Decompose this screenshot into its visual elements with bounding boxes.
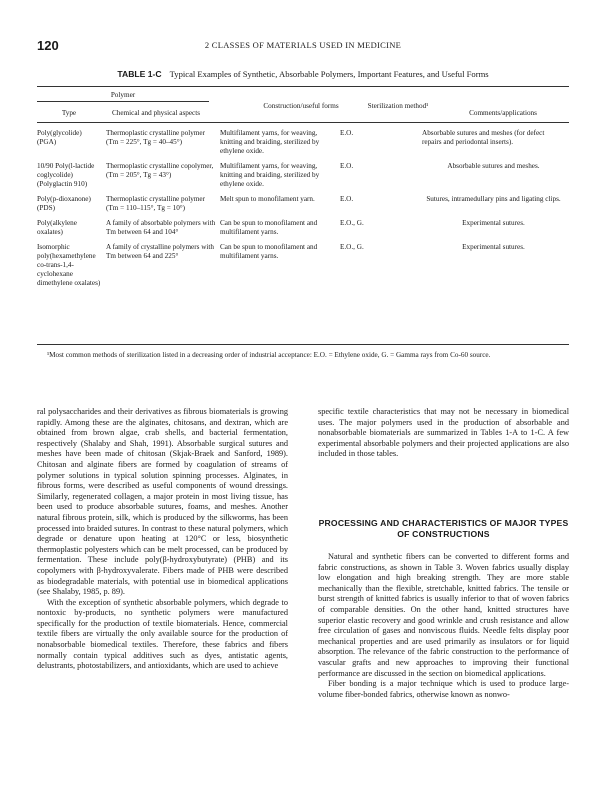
cell-type: Isomorphic poly(hexamethylene co-trans-1,4-cyclohexane dimethylene oxalates) <box>37 243 101 287</box>
header-sterilization: Sterilization method¹ <box>367 102 429 110</box>
header-bottom-rule <box>37 122 569 123</box>
cell-construction: Can be spun to monofilament and multifilament yarns. <box>220 243 318 260</box>
cell-construction: Multifilament yarns, for weaving, knitting and braiding, sterilized by ethylene oxide. <box>220 129 320 155</box>
cell-chemical: Thermoplastic crystalline polymer (Tm = 110–115°, Tg = 10°) <box>106 195 205 212</box>
running-title: 2 CLASSES OF MATERIALS USED IN MEDICINE <box>204 40 402 50</box>
section-heading: PROCESSING AND CHARACTERISTICS OF MAJOR TYPES OF CONSTRUCTIONS <box>318 517 569 539</box>
table-row <box>37 162 569 195</box>
cell-comments-text: Absorbable sutures and meshes. <box>447 162 540 170</box>
cell-comments <box>422 129 569 162</box>
cell-construction: Multifilament yarns, for weaving, knitting and braiding, sterilized by ethylene oxide. <box>220 162 320 188</box>
cell-comments <box>422 195 569 219</box>
header-polymer-group: Polymer <box>110 91 136 99</box>
cell-chemical: A family of absorbable polymers with Tm between 64 and 104° <box>106 219 216 236</box>
header-type: Type <box>61 109 77 117</box>
header-comments: Comments/applications <box>469 109 537 117</box>
left-column <box>37 407 288 672</box>
cell-comments-text: Absorbable sutures and meshes (for defect repairs and periodontal inserts). <box>422 129 545 146</box>
cell-comments-text: Experimental sutures. <box>462 219 525 227</box>
table-row <box>37 243 569 294</box>
cell-sterilization: E.O., G. <box>340 219 364 227</box>
table-footnote: ¹Most common methods of sterilization listed in a decreasing order of industrial acceptance: E.O. = Ethylene oxide, G. = Gamma rays from Co-60 source. <box>47 351 491 359</box>
cell-chemical: Thermoplastic crystalline polymer (Tm = 225°, Tg = 40–45°) <box>106 129 205 146</box>
table-row <box>37 219 569 243</box>
table-row <box>37 195 569 219</box>
page-number: 120 <box>37 38 59 53</box>
header-chemical: Chemical and physical aspects <box>111 109 201 117</box>
cell-chemical: A family of crystalline polymers with Tm between 64 and 225° <box>106 243 214 260</box>
body-paragraph: ral polysaccharides and their derivatives as fibrous biomaterials is growing rapidly. Among these are the alginates, chitosans, and dextran, which are obtained from brown algae, crab shells, and bacterial fermentation, respectively (Shalaby and Shah, 1991). Absorbable surgical sutures and meshes have been made of chitosan (Skjak-Braek and Sanford, 1989). Chitosan and alginate fibers are formed by coagulation of streams of polymer solutions in typical solution spinning processes. Alginates, in fibrous forms, were described as useful components of wound dressings. Similarly, regenerated collagen, a major protein in most living tissue, has been used to produce absorbable sutures, foams, and meshes. Another natural fibrous protein, silk, which is produced by the silkworms, has been processed into braided sutures. In contrast to these natural polymers, which degrade or denature upon heating at 120°C or less, biosynthetic thermoplastic polyesters which can be melt processed, can be produced by fermentation. These include poly(β-hydroxybutyrate) (PHB) and its copolymers with β-hydroxyvalerate. Fibers made of PHB were described as biodegradable materials, with potential use in biomedical applications (see Shalaby, 1985, p. 89). <box>37 407 288 597</box>
cell-sterilization: E.O. <box>340 195 354 203</box>
table-label: TABLE 1-C <box>117 69 162 79</box>
cell-type: Poly(alkylene oxalates) <box>37 219 77 236</box>
table-bottom-rule <box>37 344 569 345</box>
cell-sterilization: E.O., G. <box>340 243 364 251</box>
body-paragraph: Fiber bonding is a major technique which is used to produce large-volume fiber-bonded fabrics, otherwise known as nonwo- <box>318 679 569 699</box>
header-construction: Construction/useful forms <box>263 102 339 110</box>
cell-type: Poly(glycolide) (PGA) <box>37 129 82 146</box>
table-caption <box>37 69 569 79</box>
cell-sterilization: E.O. <box>340 162 354 170</box>
body-paragraph: specific textile characteristics that may not be necessary in biomedical uses. The major polymers used in the production of absorbable and nonabsorbable biomaterials are summarized in Tables 1-A to 1-C. A few experimental absorbable polymers and their projected applications are also included in those tables. <box>318 407 569 459</box>
table-row <box>37 129 569 162</box>
cell-construction: Can be spun to monofilament and multifilament yarns. <box>220 219 318 236</box>
cell-construction: Melt spun to monofilament yarn. <box>220 195 315 203</box>
right-column <box>318 407 569 700</box>
table-top-rule <box>37 86 569 87</box>
cell-type: 10/90 Poly(l-lactide coglycolide) (Polyglactin 910) <box>37 162 95 188</box>
cell-comments-text: Sutures, intramedullary pins and ligating clips. <box>426 195 561 203</box>
page-header <box>37 38 569 52</box>
cell-comments <box>422 162 569 195</box>
cell-sterilization: E.O. <box>340 129 354 137</box>
table-title: Typical Examples of Synthetic, Absorbable Polymers, Important Features, and Useful Forms <box>169 69 489 79</box>
body-paragraph: Natural and synthetic fibers can be converted to different forms and fabric constructions, as shown in Table 3. Woven fabrics usually display low elongation and high breaking strength. They are more stable mechanically than the flexible, stretchable, knitted fabrics. The tensile or burst strength of knitted fabrics is usually inferior to that of woven fabrics of comparable densities. On the other hand, knitted structures have superior elastic recovery and good wrinkle and crush resistance and allow free circulation of gases and nonviscous fluids. Needle felts display poor mechanical properties and are used primarily as insulators or for liquid absorption. The relevance of the fabric construction to the performance of vascular grafts and new approaches to improving their functional performance are discussed in the section on biomedical applications. <box>318 551 569 678</box>
polymer-group-rule <box>37 101 209 102</box>
cell-comments-text: Experimental sutures. <box>462 243 525 251</box>
body-paragraph: With the exception of synthetic absorbable polymers, which degrade to nontoxic by-products, no synthetic polymers were manufactured specifically for the production of textile biomaterials. Hence, commercial textile fibers are virtually the only available source for the production of nonabsorbable biomedical textiles. Therefore, these fabrics and fibers normally contain typical additives such as dyes, antistatic agents, delustrants, photostabilizers, and antioxidants, which are used to achieve <box>37 597 288 671</box>
cell-chemical: Thermoplastic crystalline copolymer, (Tm = 205°, Tg = 43°) <box>106 162 214 179</box>
cell-type: Poly(p-dioxanone) (PDS) <box>37 195 91 212</box>
cell-comments <box>422 219 569 243</box>
polymer-table <box>37 129 569 294</box>
cell-comments <box>422 243 569 294</box>
